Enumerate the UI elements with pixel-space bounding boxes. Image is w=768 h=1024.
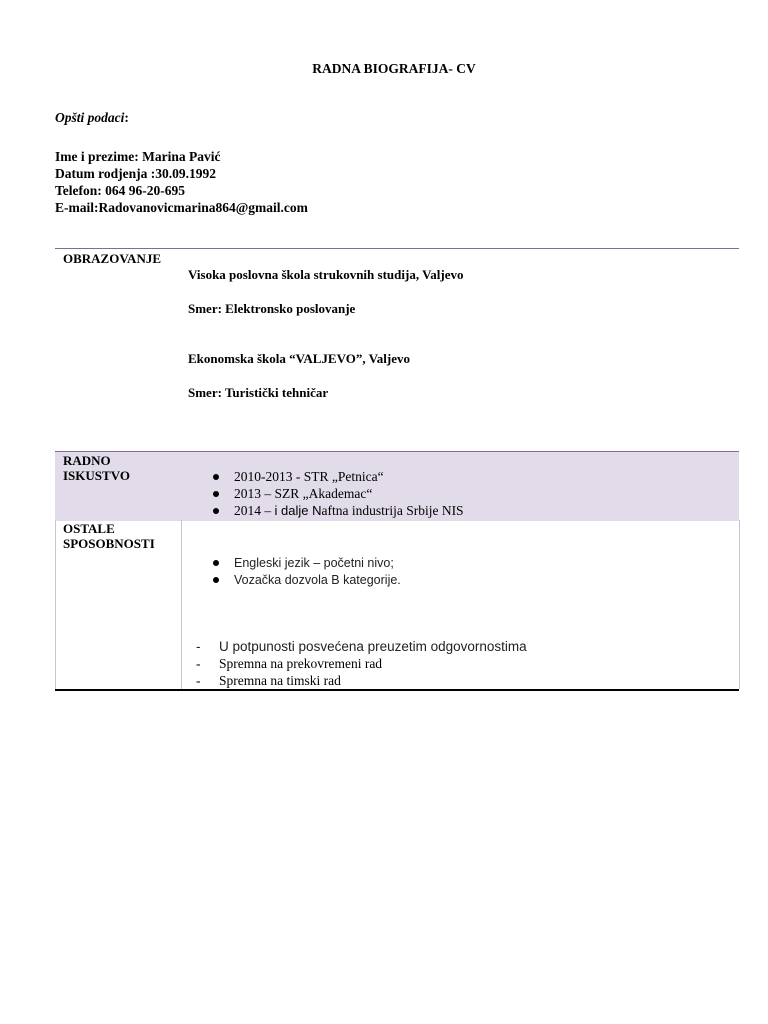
- trait-item-text: Spremna na timski rad: [219, 673, 341, 688]
- trait-item-text: U potpunosti posvećena preuzetim odgovornostima: [219, 639, 527, 654]
- education-school-2: Ekonomska škola “VALJEVO”, Valjevo: [188, 351, 411, 366]
- experience-item: [213, 503, 464, 519]
- education-major-1: Smer: Elektronsko poslovanje: [188, 301, 356, 316]
- skills-item: [213, 556, 394, 570]
- skills-label-line2: SPOSOBNOSTI: [63, 536, 155, 551]
- dash-marker: -: [196, 673, 201, 688]
- bullet-icon: [213, 491, 219, 497]
- general-heading-colon: :: [124, 110, 129, 125]
- skills-column-divider: [181, 520, 182, 689]
- skills-left-border: [55, 520, 56, 689]
- bullet-icon: [213, 560, 219, 566]
- skills-item-text: Vozačka dozvola B kategorije.: [234, 573, 401, 587]
- experience-item-text: 2013 – SZR „Akademac“: [234, 486, 373, 501]
- education-label: OBRAZOVANJE: [63, 251, 162, 266]
- education-top-rule: [55, 248, 739, 249]
- experience-label-line1: RADNO: [63, 453, 111, 468]
- email-line: E-mail:Radovanovicmarina864@gmail.com: [55, 200, 308, 215]
- general-section-heading: [55, 110, 129, 126]
- education-major-2: Smer: Turistički tehničar: [188, 385, 329, 400]
- name-line: Ime i prezime: Marina Pavić: [55, 149, 221, 164]
- bullet-icon: [213, 577, 219, 583]
- trait-item: [196, 656, 382, 672]
- bullet-icon: [213, 474, 219, 480]
- phone-line: Telefon: 064 96-20-695: [55, 183, 185, 198]
- skills-label-line1: OSTALE: [63, 521, 115, 536]
- skills-right-border: [739, 520, 740, 689]
- experience-item: [213, 469, 384, 485]
- trait-item: [196, 673, 341, 689]
- skills-item-text: Engleski jezik – početni nivo;: [234, 556, 394, 570]
- birth-date-line: Datum rodjenja :30.09.1992: [55, 166, 216, 181]
- table-bottom-rule: [55, 689, 739, 691]
- document-title: RADNA BIOGRAFIJA- CV: [312, 61, 476, 76]
- trait-item-text: Spremna na prekovremeni rad: [219, 656, 383, 671]
- experience-label-line2: ISKUSTVO: [63, 468, 130, 483]
- dash-marker: -: [196, 656, 201, 671]
- experience-item3-mid: i dalje N: [274, 503, 322, 518]
- dash-marker: -: [196, 639, 201, 654]
- experience-item3-years: 2014 –: [234, 503, 275, 518]
- education-school-1: Visoka poslovna škola strukovnih studija, Valjevo: [188, 267, 464, 282]
- bullet-icon: [213, 508, 219, 514]
- skills-item: [213, 573, 401, 587]
- experience-item3-rest: aftna industrija Srbije NIS: [321, 503, 464, 518]
- experience-item-text: 2010-2013 - STR „Petnica“: [234, 469, 384, 484]
- experience-item: [213, 486, 372, 502]
- trait-item: [196, 639, 527, 654]
- general-heading-text: Opšti podaci: [55, 110, 125, 125]
- experience-item-text: [234, 503, 464, 519]
